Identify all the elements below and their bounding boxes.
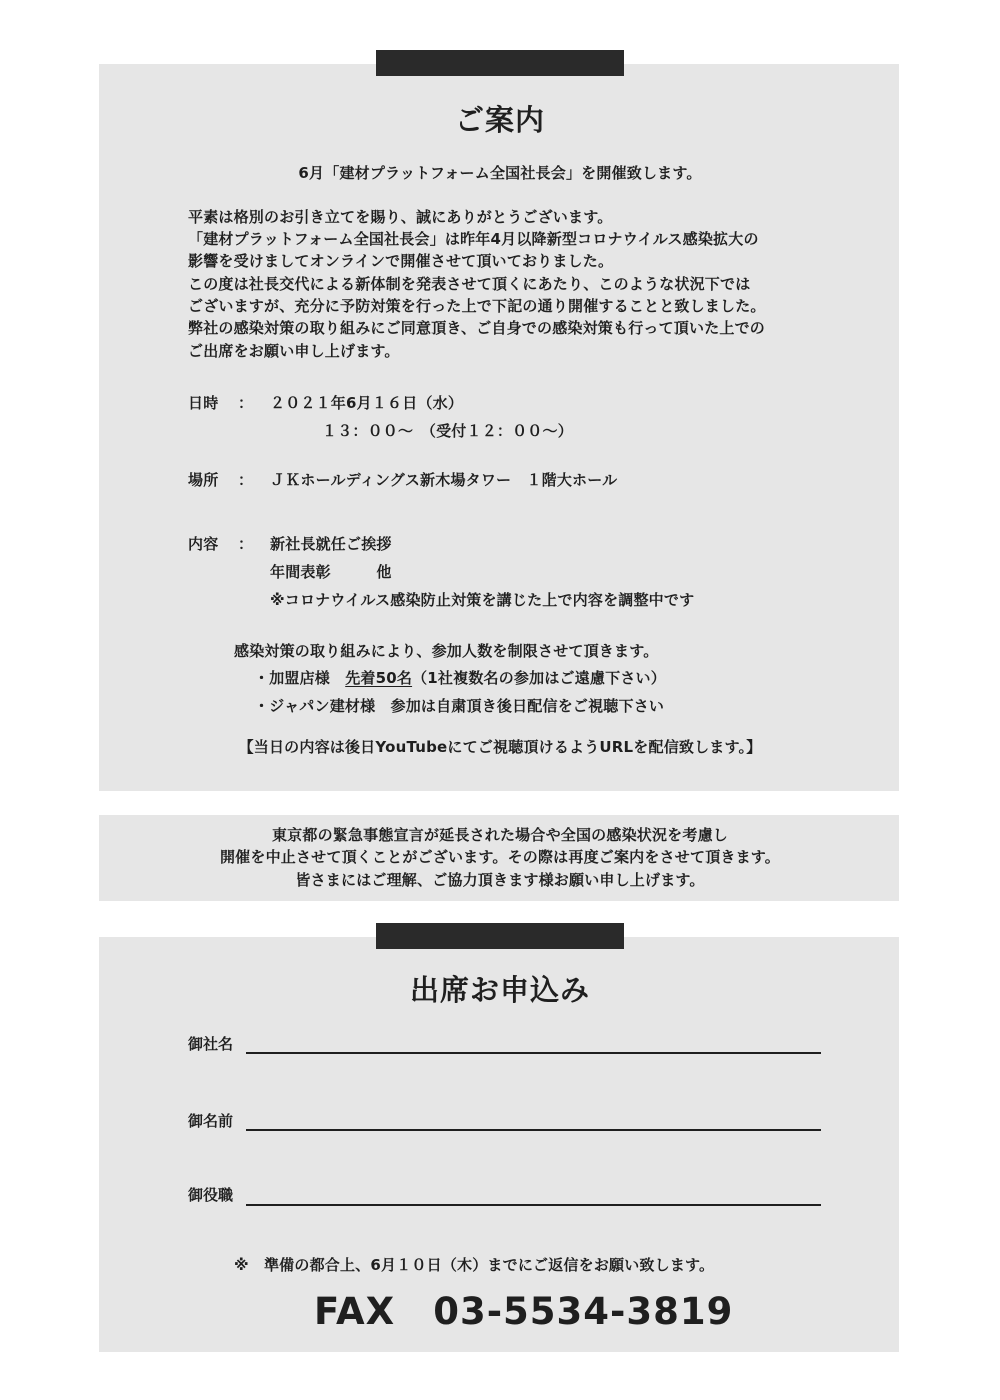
place-value: ＪＫホールディングス新木場タワー １階大ホール <box>270 471 618 489</box>
position-field[interactable] <box>246 1204 821 1206</box>
fax-number: 03-5534-3819 <box>433 1290 734 1333</box>
limit-intro: 感染対策の取り組みにより、参加人数を制限させて頂きます。 <box>234 642 659 660</box>
content-separator: ： <box>238 535 254 553</box>
paragraph-line: ご出席をお願い申し上げます。 <box>188 342 400 360</box>
paragraph-line: 平素は格別のお引き立てを賜り、誠にありがとうございます。 <box>188 208 613 226</box>
content-label: 内容 <box>188 535 219 553</box>
notice-line: 東京都の緊急事態宣言が延長された場合や全国の感染状況を考慮し <box>271 826 728 844</box>
paragraph-line: 「建材プラットフォーム全国社長会」は昨年4月以降新型コロナウイルス感染拡大の <box>188 230 759 248</box>
invitation-title: ご案内 <box>454 103 545 137</box>
person-name-field[interactable] <box>246 1129 821 1131</box>
company-field-label: 御社名 <box>188 1035 234 1053</box>
paragraph-line: ございますが、充分に予防対策を行った上で下記の通り開催することと致しました。 <box>188 297 766 315</box>
content-line: 年間表彰 他 <box>270 563 392 581</box>
time-value: １３：００～ （受付１２：００～） <box>322 422 573 440</box>
limit-member-prefix: ・加盟店様 <box>254 669 346 687</box>
limit-japan-line: ・ジャパン建材様 参加は自粛頂き後日配信をご視聴下さい <box>254 697 665 715</box>
paragraph-line: この度は社長交代による新体制を発表させて頂くにあたり、このような状況下では <box>188 275 751 293</box>
place-separator: ： <box>238 471 254 489</box>
name-field-label: 御名前 <box>188 1112 234 1130</box>
place-label: 場所 <box>188 471 219 489</box>
reply-deadline: ※ 準備の都合上、6月１０日（木）までにご返信をお願い致します。 <box>234 1256 715 1274</box>
paragraph-line: 影響を受けましてオンラインで開催させて頂いておりました。 <box>188 252 614 270</box>
company-name-field[interactable] <box>246 1052 821 1054</box>
date-separator: ： <box>238 394 254 412</box>
limit-member-underlined: 先着50名 <box>345 669 413 687</box>
notice-line: 皆さまにはご理解、ご協力頂きます様お願い申し上げます。 <box>295 871 705 889</box>
content-note: ※コロナウイルス感染防止対策を講じた上で内容を調整中です <box>270 591 695 609</box>
content-line: 新社長就任ご挨拶 <box>270 535 392 553</box>
youtube-note: 【当日の内容は後日YouTubeにてご視聴頂けるようURLを配信致します。】 <box>238 738 762 756</box>
paragraph-line: 弊社の感染対策の取り組みにご同意頂き、ご自身での感染対策も行って頂いた上での <box>188 319 766 337</box>
fax-line <box>314 1290 733 1333</box>
position-field-label: 御役職 <box>188 1186 234 1204</box>
limit-member-line <box>254 667 666 689</box>
notice-line: 開催を中止させて頂くことがございます。その際は再度ご案内をさせて頂きます。 <box>219 848 780 866</box>
invitation-lead: 6月「建材プラットフォーム全国社長会」を開催致します。 <box>298 164 702 182</box>
fax-label: FAX <box>314 1290 396 1333</box>
date-label: 日時 <box>188 394 219 412</box>
invitation-header-tab <box>376 50 624 76</box>
application-title: 出席お申込み <box>409 973 590 1007</box>
limit-member-suffix: （1社複数名の参加はご遠慮下さい） <box>412 669 666 687</box>
application-header-tab <box>376 923 624 949</box>
date-value: ２０２１年6月１６日（水） <box>270 394 464 412</box>
